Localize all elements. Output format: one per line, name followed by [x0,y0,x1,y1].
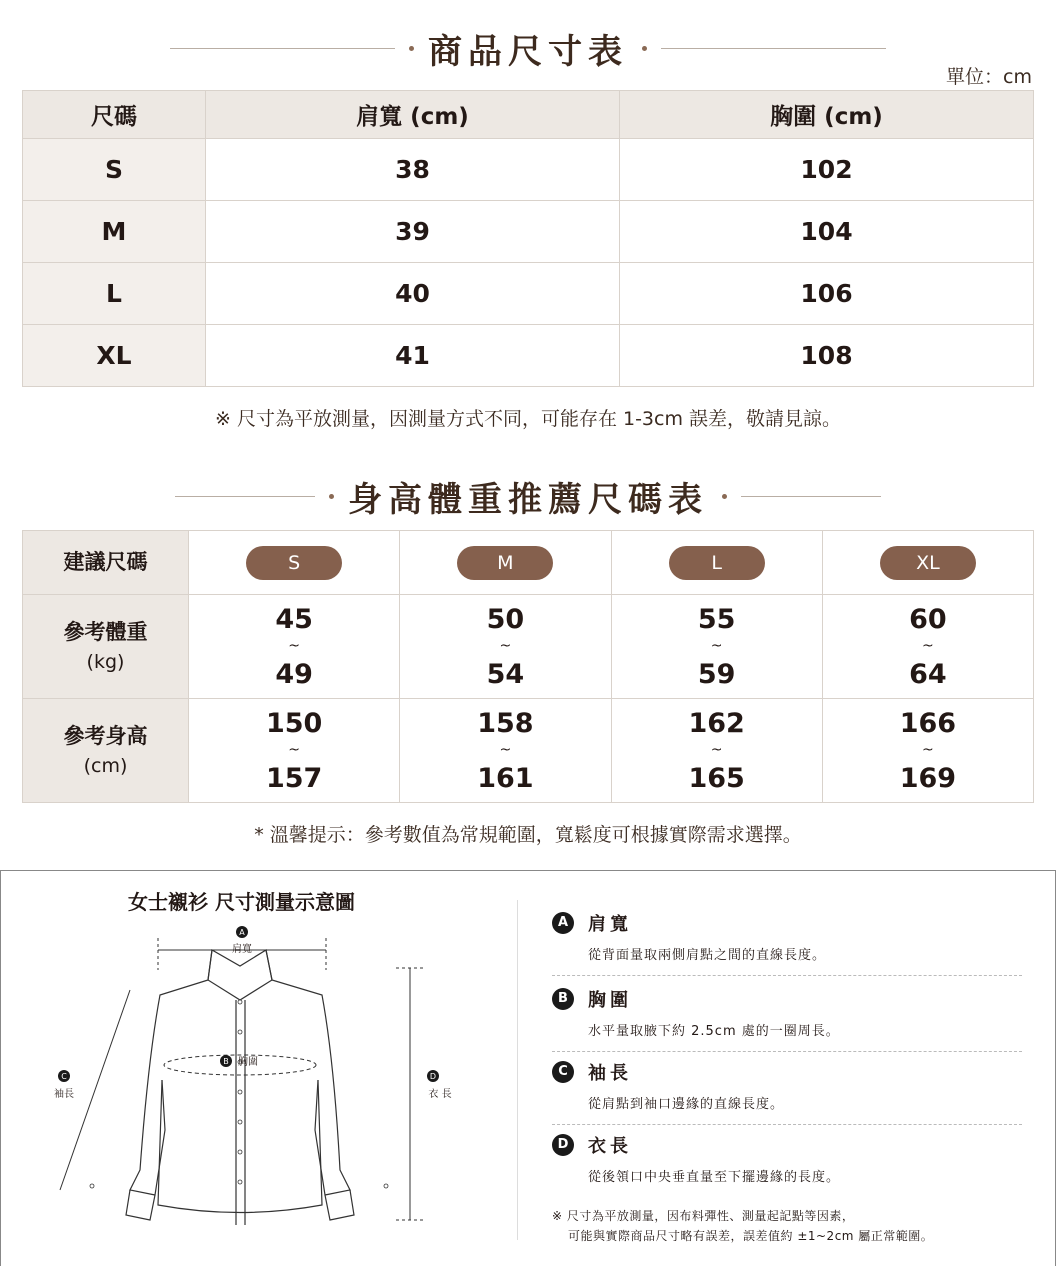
height-unit: (cm) [83,755,128,777]
diagram-divider [517,900,518,1240]
weight-max: 59 [697,658,736,690]
range-tilde: ~ [499,741,512,758]
badge-c-letter: C [61,1072,67,1081]
row-shoulder: 41 [206,325,620,387]
weight-max: 49 [275,658,313,690]
foot-note-line-2: 可能與實際商品尺寸略有誤差，誤差值約 ±1~2cm 屬正常範圍。 [568,1229,934,1243]
height-max: 161 [477,762,534,794]
legend-desc: 水平量取腋下約 2.5cm 處的一圈周長。 [588,1024,840,1039]
title-dot-left [329,494,334,499]
size-pill: L [669,546,765,580]
height-cell [189,699,400,803]
size-table-header [23,91,1034,139]
title-dot-right [722,494,727,499]
row-size: S [23,139,206,201]
size-cell [822,531,1033,595]
height-max: 169 [899,762,957,794]
row-chest: 102 [620,139,1034,201]
size-table [22,90,1034,387]
height-max: 165 [688,762,745,794]
legend-item [552,986,1022,1052]
height-min: 162 [688,707,745,739]
title-rule-left [170,48,395,49]
range-tilde: ~ [499,637,512,654]
weight-min: 60 [909,603,947,635]
header-size: 尺碼 [23,91,206,139]
row-size: M [23,201,206,263]
label-chest: 胸圍 [238,1057,258,1068]
height-label: 參考身高 [63,723,148,748]
badge-d-icon: D [552,1134,574,1156]
height-min: 150 [265,707,323,739]
height-cell [400,699,611,803]
size-pill: XL [880,546,976,580]
label-sleeve: 袖長 [54,1089,74,1100]
table-row [23,263,1034,325]
size-pill: M [457,546,553,580]
badge-c-icon: C [552,1061,574,1083]
title-rule-right [661,48,886,49]
legend-item [552,910,1022,976]
foot-note-line-1: ※ 尺寸為平放測量，因布料彈性、測量起記點等因素， [552,1209,855,1223]
legend-separator [552,975,1022,976]
title-dot-left [409,46,414,51]
weight-max: 54 [486,658,525,690]
legend-item [552,1132,1022,1185]
weight-unit: (kg) [86,651,125,673]
height-cell [611,699,822,803]
row-shoulder: 38 [206,139,620,201]
title-dot-right [642,46,647,51]
size-pill: S [246,546,342,580]
size-cell [400,531,611,595]
height-cell [822,699,1033,803]
row-chest: 108 [620,325,1034,387]
recommend-section-title-bar [0,472,1056,521]
legend-item [552,1059,1022,1125]
recommend-height-row [23,699,1034,803]
row-size: XL [23,325,206,387]
height-max: 157 [265,762,323,794]
size-section-title: 商品尺寸表 [428,32,628,72]
row-label-height [23,699,189,803]
range-tilde: ~ [710,637,723,654]
size-cell [189,531,400,595]
legend-name: 肩寬 [588,914,632,935]
recommend-weight-row [23,595,1034,699]
badge-a-icon: A [552,912,574,934]
badge-b-icon: B [552,988,574,1010]
weight-cell [822,595,1033,699]
legend-name: 袖長 [588,1063,632,1084]
recommend-size-row [23,531,1034,595]
row-label-size: 建議尺碼 [23,531,189,595]
title-rule-left [175,496,315,497]
row-chest: 104 [620,201,1034,263]
recommend-table [22,530,1034,803]
legend-name: 胸圍 [588,990,632,1011]
recommend-note: * 溫馨提示：參考數值為常規範圍，寬鬆度可根據實際需求選擇。 [254,824,802,846]
weight-cell [611,595,822,699]
range-tilde: ~ [288,741,300,758]
size-cell [611,531,822,595]
legend-desc: 從背面量取兩側肩點之間的直線長度。 [588,948,827,963]
height-min: 166 [899,707,957,739]
row-size: L [23,263,206,325]
legend-desc: 從後領口中央垂直量至下擺邊緣的長度。 [588,1170,841,1185]
diagram-foot-note [552,1206,933,1246]
range-tilde: ~ [922,637,934,654]
range-tilde: ~ [710,741,723,758]
table-row [23,139,1034,201]
weight-min: 50 [486,603,525,635]
legend-separator [552,1124,1022,1125]
title-rule-right [741,496,881,497]
weight-cell [189,595,400,699]
legend-desc: 從肩點到袖口邊緣的直線長度。 [588,1097,785,1112]
weight-label: 參考體重 [63,619,148,644]
weight-min: 45 [275,603,313,635]
shirt-buttons [90,1000,388,1188]
label-length: 衣 長 [428,1089,452,1100]
header-chest: 胸圍 (cm) [620,91,1034,139]
weight-max: 64 [909,658,947,690]
recommend-section-title: 身高體重推薦尺碼表 [348,480,708,520]
row-shoulder: 40 [206,263,620,325]
diagram-title: 女士襯衫 尺寸測量示意圖 [128,890,355,914]
row-chest: 106 [620,263,1034,325]
badge-d-letter: D [429,1072,437,1081]
legend-name: 衣長 [588,1136,632,1157]
row-shoulder: 39 [206,201,620,263]
size-note: ※ 尺寸為平放測量，因測量方式不同，可能存在 1-3cm 誤差，敬請見諒。 [214,408,842,430]
shirt-illustration [40,920,480,1240]
range-tilde: ~ [922,741,934,758]
unit-label: 單位：cm [946,66,1032,88]
header-shoulder: 肩寬 (cm) [206,91,620,139]
row-label-weight [23,595,189,699]
range-tilde: ~ [288,637,300,654]
legend-separator [552,1051,1022,1052]
size-section-title-bar [0,24,1056,73]
badge-b-letter: B [223,1057,229,1066]
height-min: 158 [477,707,534,739]
table-row [23,201,1034,263]
weight-min: 55 [697,603,736,635]
weight-cell [400,595,611,699]
table-row [23,325,1034,387]
label-shoulder: 肩寬 [232,944,252,955]
badge-a-letter: A [239,928,245,937]
